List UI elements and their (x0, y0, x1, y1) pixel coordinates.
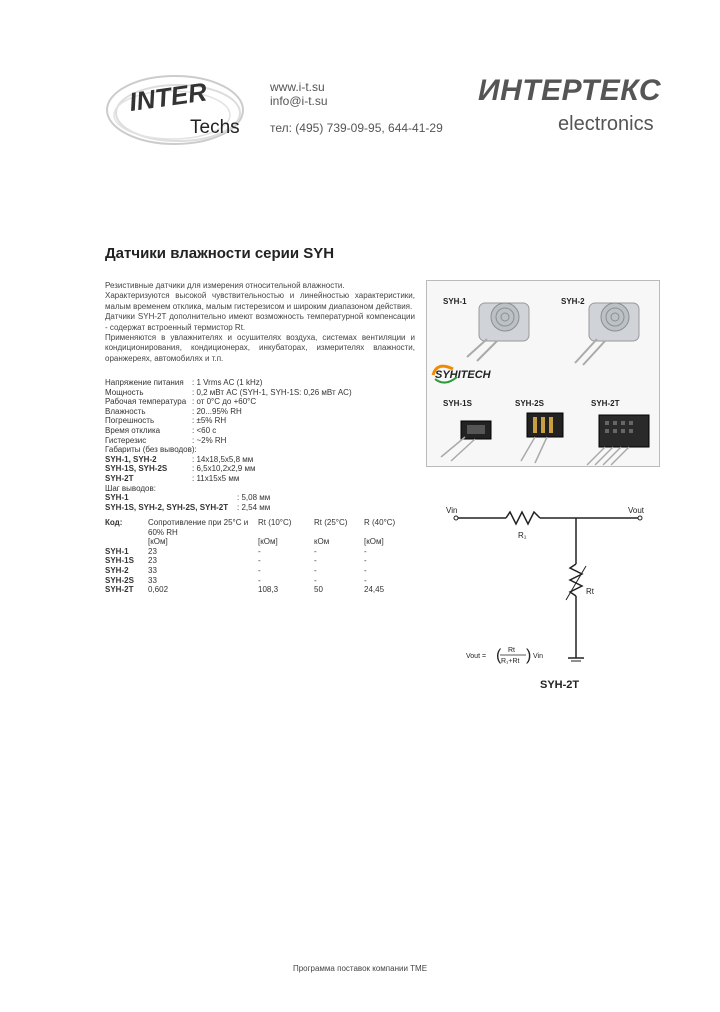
intro-line: Датчики SYH-2T дополнительно имеют возможность температурной компенсации - содержат встроенный термистор Rt. (105, 312, 415, 332)
formula-left: Vout = (466, 653, 487, 660)
formula-denominator: R₁+Rt (501, 658, 520, 665)
vin-label: Vin (446, 506, 458, 515)
sensor-drawings (427, 281, 659, 466)
spec-row: Гистерезис : ~2% RH (105, 435, 227, 445)
intro-line: Применяются в увлажнителях и осушителях воздуха, системах вентиляции и кондиционирования, кондиционерах, инкубаторах, измерителях влажности, оранжереях, автомобилях и т.п. (105, 333, 415, 363)
brand-name: ИНТЕРТЕКС (478, 74, 661, 107)
label-syh-2: SYH-2 (561, 297, 585, 306)
svg-text:(: ( (496, 647, 502, 664)
product-photo (426, 280, 660, 467)
logo-text: INTER (127, 76, 209, 118)
table-units: [кОм] [кОм] кОм [кОм] (148, 537, 384, 547)
company-logo (100, 65, 270, 160)
website-link[interactable]: www.i-t.su (270, 80, 325, 94)
table-row: SYH-1 23 - - - (105, 546, 367, 556)
pitch-heading: Шаг выводов: (105, 483, 156, 493)
vout-label: Vout (628, 506, 645, 515)
phone-text: тел: (495) 739-09-95, 644-41-29 (270, 121, 443, 135)
resistance-table (105, 518, 424, 595)
svg-text:): ) (526, 647, 532, 664)
sensor-syh-1s-image (441, 421, 491, 461)
intro-text (105, 281, 415, 364)
dims-heading: Габариты (без выводов): (105, 445, 197, 455)
thermistor-rt (570, 564, 582, 596)
table-row: SYH-1S 23 - - - (105, 556, 367, 566)
spec-row: Время отклика : <60 с (105, 425, 217, 435)
table-header: Код: Сопротивление при 25°C и 60% RH Rt (10°C) Rt (25°C) R (40°C) (105, 518, 396, 537)
footer-text: Программа поставок компании TME (292, 964, 428, 973)
spec-row: Влажность : 20...95% RH (105, 406, 242, 416)
label-syh-1s: SYH-1S (443, 399, 472, 408)
spec-row: Мощность : 0,2 мВт AC (SYH-1, SYH-1S: 0,26 мВт AC) (105, 387, 352, 397)
r1-label: R₁ (518, 531, 527, 540)
dim-row: SYH-1S, SYH-2S : 6,5x10,2x2,9 мм (105, 464, 256, 474)
contact-block (270, 80, 328, 108)
specs-list (105, 378, 352, 512)
sensor-syh-1-image (467, 303, 529, 361)
table-row: SYH-2 33 - - - (105, 565, 367, 575)
dim-row: SYH-2T : 11x15x5 мм (105, 473, 240, 483)
pitch-row: SYH-1 : 5,08 мм (105, 493, 271, 503)
spec-row: Рабочая температура : от 0°C до +60°C (105, 397, 257, 407)
sensor-syh-2-image (575, 303, 639, 365)
resistor-r1 (506, 512, 540, 524)
page-title: Датчики влажности серии SYH (105, 245, 335, 262)
intro-line: Характеризуются высокой чувствительностью и линейностью характеристики, малым временем отклика, малым гистерезисом и широким диапазоном действия. (105, 291, 415, 311)
logo-sub: Techs (190, 117, 240, 138)
intro-line: Резистивные датчики для измерения относительной влажности. (105, 281, 345, 290)
sensor-syh-2t-image (587, 415, 649, 465)
label-syh-2t: SYH-2T (591, 399, 620, 408)
formula-numerator: Rt (508, 647, 515, 654)
pitch-row: SYH-1S, SYH-2, SYH-2S, SYH-2T : 2,54 мм (105, 502, 271, 512)
sensor-syh-2s-image (521, 413, 563, 463)
rt-label: Rt (586, 587, 594, 596)
table-row: SYH-2S 33 - - - (105, 575, 367, 585)
brand-subtitle: electronics (558, 113, 654, 135)
syhitech-logo: SYHITECH (435, 369, 491, 381)
circuit-caption: SYH-2T (540, 679, 580, 691)
circuit-diagram (430, 500, 670, 700)
dim-row: SYH-1, SYH-2 : 14x18,5x5,8 мм (105, 454, 254, 464)
spec-row: Напряжение питания : 1 Vrms AC (1 kHz) (105, 378, 263, 387)
email-link[interactable]: info@i-t.su (270, 94, 328, 108)
table-row: SYH-2T 0,602 108,3 50 24,45 (105, 585, 385, 595)
label-syh-1: SYH-1 (443, 297, 467, 306)
label-syh-2s: SYH-2S (515, 399, 544, 408)
spec-row: Погрешность : ±5% RH (105, 416, 227, 426)
formula-right: Vin (533, 653, 543, 660)
